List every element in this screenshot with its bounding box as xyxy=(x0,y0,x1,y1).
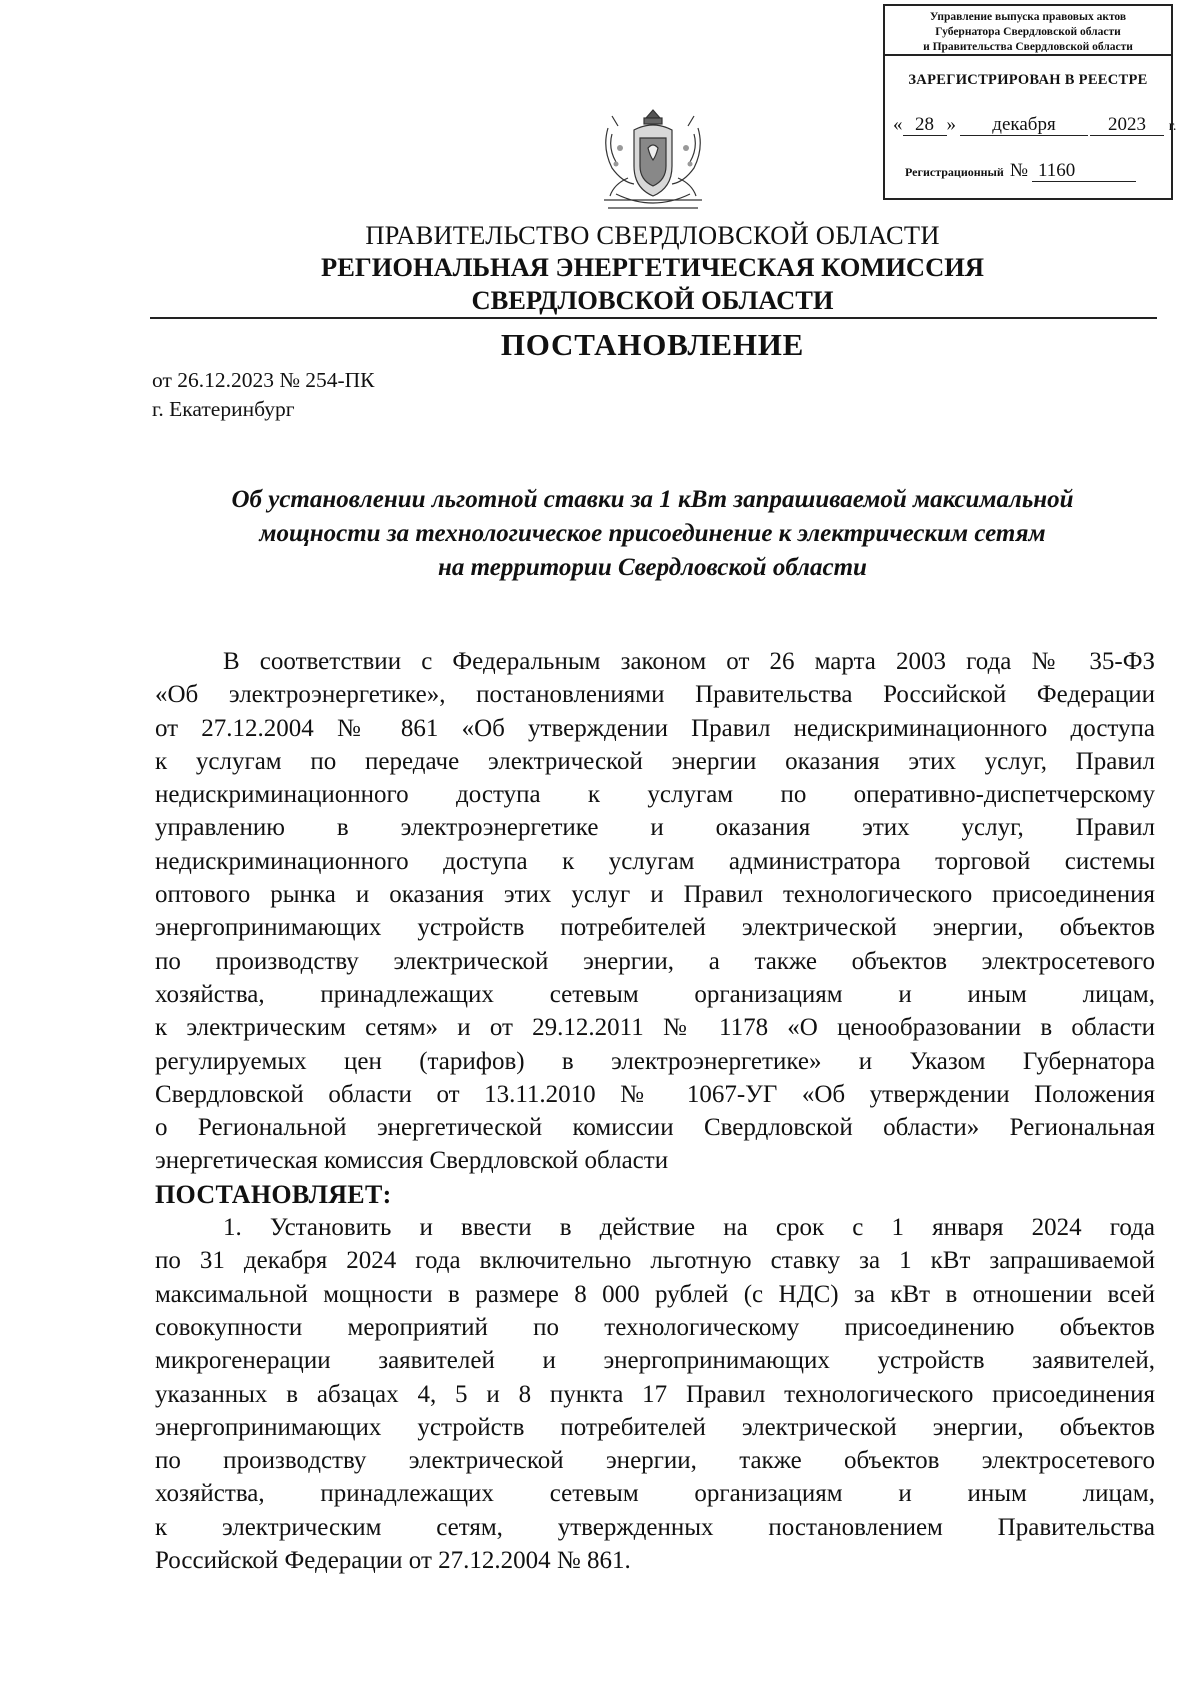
registration-stamp xyxy=(883,4,1177,200)
document-title xyxy=(150,483,1155,585)
header-divider xyxy=(150,317,1157,319)
item1-line: максимальной мощности в размере 8 000 рублей (с НДС) за кВт в отношении всей xyxy=(155,1280,1155,1308)
stamp-header xyxy=(885,6,1171,56)
item1-line: хозяйства, принадлежащих сетевым организациям и иным лицам, xyxy=(155,1480,1155,1508)
stamp-header-line: Губернатора Свердловской области xyxy=(935,26,1121,38)
preamble-line: Свердловской области от 13.11.2010 № 1067-УГ «Об утверждении Положения xyxy=(155,1080,1155,1108)
preamble-line: В соответствии с Федеральным законом от 26 марта 2003 года № 35-ФЗ xyxy=(223,648,1155,675)
commission-name-line1: РЕГИОНАЛЬНАЯ ЭНЕРГЕТИЧЕСКАЯ КОМИССИЯ xyxy=(321,252,984,282)
stamp-title: ЗАРЕГИСТРИРОВАН В РЕЕСТРЕ xyxy=(908,72,1148,88)
document-date-number: от 26.12.2023 № 254-ПК xyxy=(152,368,375,392)
preamble-line: от 27.12.2004 № 861 «Об утверждении Правил недискриминационного доступа xyxy=(155,714,1155,742)
preamble-line: управлению в электроэнергетике и оказания этих услуг, Правил xyxy=(155,814,1155,842)
item1-line: по производству электрической энергии, также объектов электросетевого xyxy=(155,1447,1155,1475)
preamble-line: регулируемых цен (тарифов) в электроэнергетике» и Указом Губернатора xyxy=(155,1047,1155,1075)
title-line: мощности за технологическое присоединение к электрическим сетям xyxy=(259,520,1046,547)
preamble-line: «Об электроэнергетике», постановлениями Правительства Российской Федерации xyxy=(155,681,1155,709)
title-line: на территории Свердловской области xyxy=(438,554,867,581)
stamp-year: 2023 xyxy=(1090,115,1164,136)
preamble-line: хозяйства, принадлежащих сетевым организациям и иным лицам, xyxy=(155,980,1155,1008)
preamble-line: недискриминационного доступа к услугам по оперативно-диспетчерскому xyxy=(155,781,1155,809)
preamble-line: энергетическая комиссия Свердловской области xyxy=(155,1147,669,1175)
item1-line: указанных в абзацах 4, 5 и 8 пункта 17 Правил технологического присоединения xyxy=(155,1380,1155,1408)
stamp-registration xyxy=(905,160,1136,182)
stamp-header-line: и Правительства Свердловской области xyxy=(923,41,1133,53)
coat-of-arms-icon xyxy=(598,108,708,216)
preamble-line: о Региональной энергетической комиссии Свердловской области» Региональная xyxy=(155,1114,1155,1142)
commission-name-line2: СВЕРДЛОВСКОЙ ОБЛАСТИ xyxy=(471,285,834,315)
government-name: ПРАВИТЕЛЬСТВО СВЕРДЛОВСКОЙ ОБЛАСТИ xyxy=(365,220,940,250)
item1-line: по 31 декабря 2024 года включительно льготную ставку за 1 кВт запрашиваемой xyxy=(155,1247,1155,1275)
preamble-line: оптового рынка и оказания этих услуг и Правил технологического присоединения xyxy=(155,881,1155,909)
stamp-date: « 28 » декабря 2023 г. xyxy=(893,114,1177,135)
preamble-line: недискриминационного доступа к услугам администратора торговой системы xyxy=(155,847,1155,875)
preamble-line: по производству электрической энергии, а также объектов электросетевого xyxy=(155,947,1155,975)
item1-line: 1. Установить и ввести в действие на срок с 1 января 2024 года xyxy=(223,1214,1155,1242)
document-body xyxy=(155,645,1155,1577)
preamble-line: к электрическим сетям» и от 29.12.2011 № 1178 «О ценообразовании в области xyxy=(155,1014,1155,1042)
stamp-reg-label: Регистрационный xyxy=(905,165,1004,179)
title-line: Об установлении льготной ставки за 1 кВт запрашиваемой максимальной xyxy=(231,486,1074,513)
stamp-header-line: Управление выпуска правовых актов xyxy=(929,11,1127,23)
item1-line: Российской Федерации от 27.12.2004 № 861. xyxy=(155,1547,631,1575)
resolves-heading: ПОСТАНОВЛЯЕТ: xyxy=(155,1179,392,1209)
item1-line: совокупности мероприятий по технологическому присоединению объектов xyxy=(155,1313,1155,1341)
document-type: ПОСТАНОВЛЕНИЕ xyxy=(500,327,805,362)
stamp-day: 28 xyxy=(903,115,947,136)
stamp-number-sign: № xyxy=(1009,160,1028,181)
stamp-reg-number: 1160 xyxy=(1032,160,1136,182)
stamp-year-suffix: г. xyxy=(1168,119,1177,134)
item1-line: энергопринимающих устройств потребителей электрической энергии, объектов xyxy=(155,1413,1155,1441)
stamp-month: декабря xyxy=(960,115,1088,136)
preamble-line: энергопринимающих устройств потребителей электрической энергии, объектов xyxy=(155,914,1155,942)
preamble-line: к услугам по передаче электрической энергии оказания этих услуг, Правил xyxy=(155,747,1155,775)
item1-line: микрогенерации заявителей и энергопринимающих устройств заявителей, xyxy=(155,1347,1155,1375)
item1-line: к электрическим сетям, утвержденных постановлением Правительства xyxy=(155,1513,1155,1541)
document-city: г. Екатеринбург xyxy=(152,397,295,421)
